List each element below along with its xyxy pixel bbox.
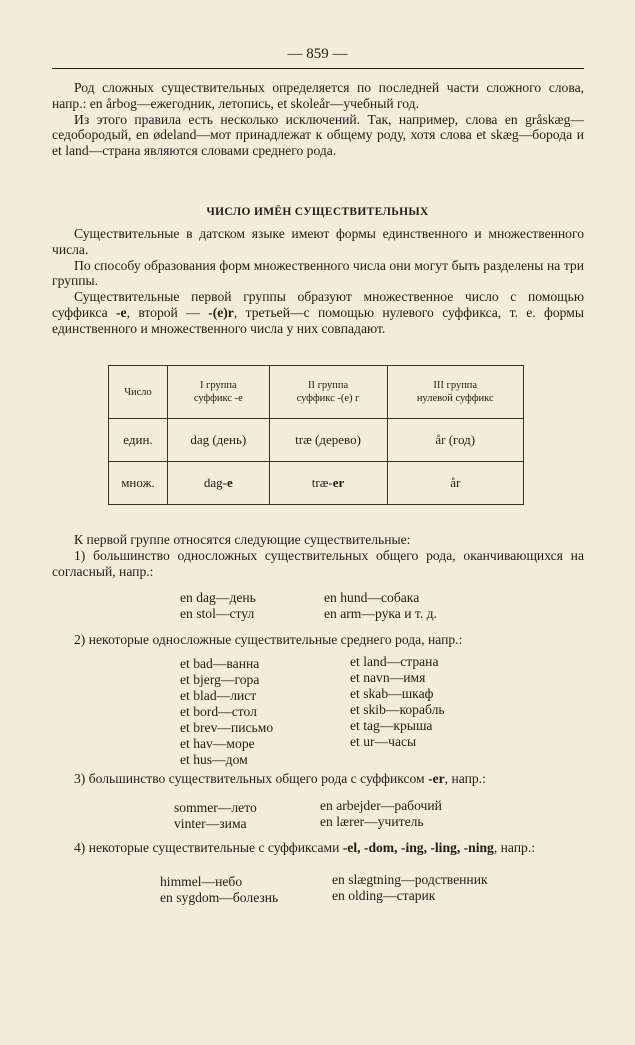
header-rule bbox=[52, 68, 584, 69]
page-number: — 859 — bbox=[287, 46, 348, 62]
plural-groups-table bbox=[108, 365, 524, 505]
example: et brev—письмо bbox=[180, 720, 274, 735]
example: en lærer—учитель bbox=[320, 814, 424, 829]
p3-part-a: Существительные первой группы образуют множественное число с помощью суффикса bbox=[52, 289, 584, 320]
table-cell: år (год) bbox=[387, 419, 524, 462]
example: en dag—день bbox=[180, 590, 256, 605]
examples-2-right bbox=[350, 654, 445, 750]
table-row bbox=[109, 462, 524, 505]
example: en slægtning—родственник bbox=[332, 872, 488, 887]
stem: dag- bbox=[203, 475, 227, 490]
examples-4-right bbox=[332, 872, 488, 904]
table-cell: dag (день) bbox=[168, 419, 270, 462]
group-2-suffix: суффикс -(е) г bbox=[296, 393, 360, 404]
list-item-4 bbox=[52, 840, 584, 856]
suffix-er-bold: -er bbox=[428, 771, 445, 786]
item3-part-a: 3) большинство существительных общего рода с суффиксом bbox=[74, 771, 429, 786]
section-heading: ЧИСЛО ИМЁН СУЩЕСТВИТЕЛЬНЫХ bbox=[206, 206, 429, 218]
section-text bbox=[52, 226, 584, 337]
item3-part-b: , напр.: bbox=[444, 771, 486, 786]
list-item-3 bbox=[52, 771, 584, 787]
example: et hav—море bbox=[180, 736, 255, 751]
group-3-suffix: нулевой суффикс bbox=[416, 393, 494, 404]
group-1-suffix: суффикс -е bbox=[193, 393, 243, 404]
example: et bjerg—гора bbox=[180, 672, 260, 687]
example: et tag—крыша bbox=[350, 718, 433, 733]
suffix-e: -e bbox=[116, 304, 127, 320]
plural-suffix: er bbox=[332, 475, 345, 490]
examples-2-left bbox=[180, 656, 273, 768]
section-paragraph-3 bbox=[52, 289, 584, 336]
examples-3-left bbox=[174, 800, 257, 832]
example: et ur—часы bbox=[350, 734, 417, 749]
example: en olding—старик bbox=[332, 888, 436, 903]
col-group-3 bbox=[387, 366, 524, 419]
examples-3-right bbox=[320, 798, 442, 830]
section-paragraph-2: По способу образования форм множественного числа они могут быть разделены на три группы. bbox=[52, 257, 584, 289]
example: et land—страна bbox=[350, 654, 439, 669]
example: et skib—корабль bbox=[350, 702, 445, 717]
plural-suffix: e bbox=[226, 475, 233, 490]
example: et bord—стол bbox=[180, 704, 257, 719]
example: et bad—ванна bbox=[180, 656, 260, 671]
examples-4-left bbox=[160, 874, 278, 906]
row-plural-label: множ. bbox=[109, 462, 168, 505]
p3-part-b: , второй — bbox=[126, 304, 209, 320]
example: en sygdom—болезнь bbox=[160, 890, 279, 905]
row-singular-label: един. bbox=[109, 419, 168, 462]
table-cell bbox=[168, 462, 270, 505]
table-row bbox=[109, 419, 524, 462]
list-item-1: 1) большинство односложных существительных общего рода, оканчивающихся на согласный, напр.: bbox=[52, 547, 584, 579]
table-cell: træ (дерево) bbox=[269, 419, 387, 462]
example: en arbejder—рабочий bbox=[320, 798, 442, 813]
item4-part-a: 4) некоторые существительные с суффиксами bbox=[74, 840, 343, 855]
group-1-title: I группа bbox=[199, 380, 237, 391]
col-group-2 bbox=[269, 366, 387, 419]
p3-part-c: , третьей—с помощью нулевого суффикса, т. е. формы единственного и множественного числа у них совпадают. bbox=[52, 304, 584, 336]
list-block-4 bbox=[52, 840, 584, 856]
example: vinter—зима bbox=[174, 816, 247, 831]
example: en arm—рука и т. д. bbox=[324, 606, 437, 621]
example: et skab—шкаф bbox=[350, 686, 434, 701]
col-number-label: Число bbox=[109, 366, 168, 419]
section-paragraph-1: Существительные в датском языке имеют формы единственного и множественного числа. bbox=[52, 226, 584, 257]
list-item-2: 2) некоторые односложные существительные среднего рода, напр.: bbox=[74, 632, 463, 647]
col-group-1 bbox=[168, 366, 270, 419]
group-3-title: III группа bbox=[433, 380, 478, 391]
example: himmel—небо bbox=[160, 874, 243, 889]
example: sommer—лето bbox=[174, 800, 257, 815]
example: et hus—дом bbox=[180, 752, 248, 767]
example: en hund—собака bbox=[324, 590, 420, 605]
table-cell bbox=[269, 462, 387, 505]
list-intro: К первой группе относятся следующие существительные: bbox=[74, 532, 411, 547]
intro-paragraph-1: Род сложных существительных определяется по последней части сложного слова, напр.: en årbog—ежегодник, летопись, et skoleår—учебный год. bbox=[52, 80, 584, 111]
group-2-title: II группа bbox=[307, 380, 349, 391]
suffixes-bold: -el, -dom, -ing, -ling, -ning bbox=[342, 840, 494, 855]
list-block-3 bbox=[52, 771, 584, 787]
example: en stol—стул bbox=[180, 606, 255, 621]
list-block-1 bbox=[52, 532, 584, 579]
example: et navn—имя bbox=[350, 670, 426, 685]
suffix-er: -(e)r bbox=[208, 304, 234, 320]
example: et blad—лист bbox=[180, 688, 257, 703]
table-header-row bbox=[109, 366, 524, 419]
examples-1-left bbox=[180, 590, 256, 622]
list-block-2 bbox=[52, 632, 584, 648]
examples-1-right bbox=[324, 590, 437, 622]
table-cell: år bbox=[387, 462, 524, 505]
intro-paragraph-2: Из этого правила есть несколько исключений. Так, например, слова en gråskæg—седобородый, en ødeland—мот принадлежат к общему роду, хотя слова et skæg—борода и et land—страна являются словами среднего рода. bbox=[52, 111, 584, 159]
stem: træ- bbox=[311, 475, 333, 490]
item4-part-b: , напр.: bbox=[493, 840, 536, 855]
intro-text bbox=[52, 80, 584, 159]
